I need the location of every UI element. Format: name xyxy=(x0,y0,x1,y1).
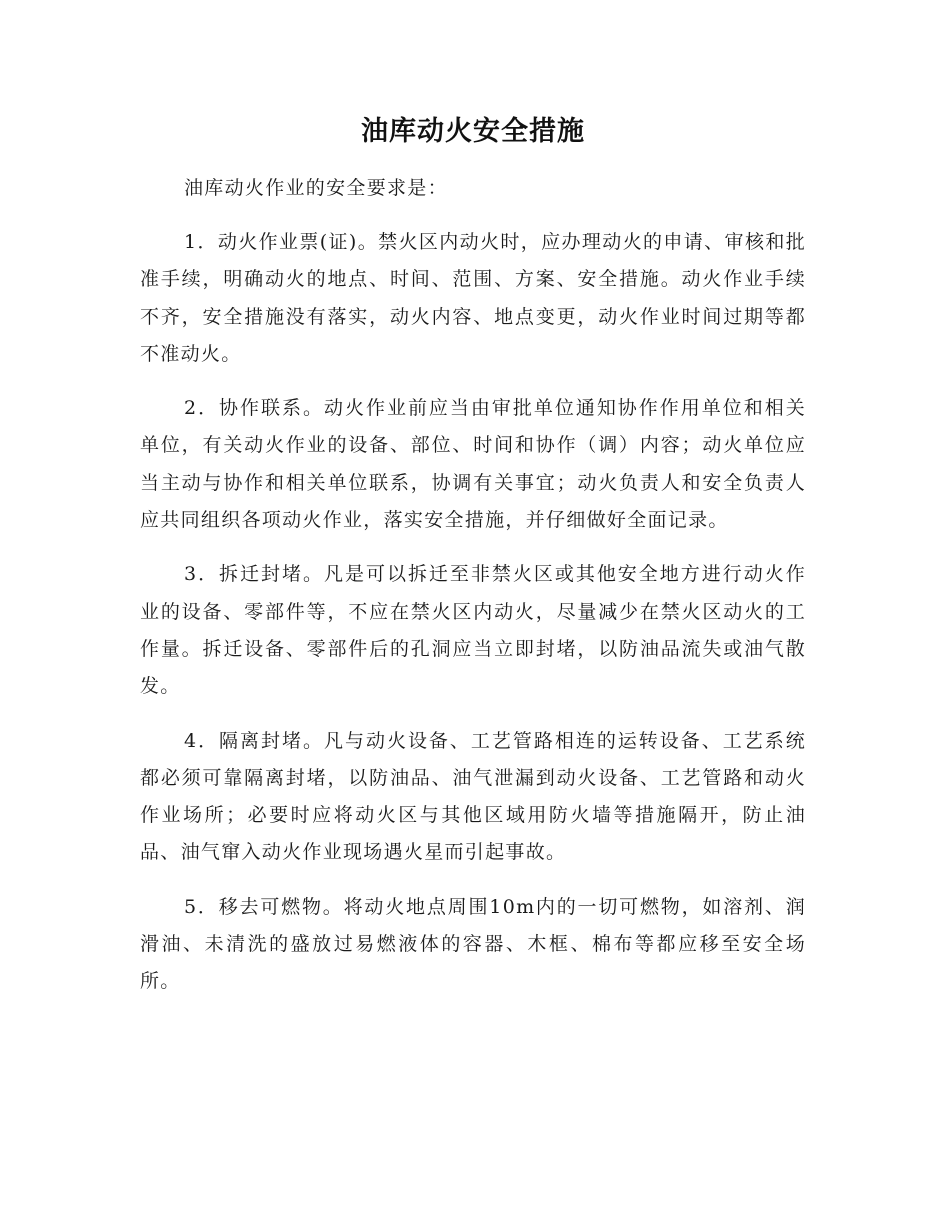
paragraph-2: 2．协作联系。动火作业前应当由审批单位通知协作作用单位和相关单位，有关动火作业的设备、部位、时间和协作（调）内容；动火单位应当主动与协作和相关单位联系，协调有关事宜；动火负责人和安全负责人应共同组织各项动火作业，落实安全措施，并仔细做好全面记录。 xyxy=(140,397,806,532)
paragraph-3: 3．拆迁封堵。凡是可以拆迁至非禁火区或其他安全地方进行动火作业的设备、零部件等，不应在禁火区内动火，尽量减少在禁火区动火的工作量。拆迁设备、零部件后的孔洞应当立即封堵，以防油品流失或油气散发。 xyxy=(140,563,806,698)
paragraph-5: 5．移去可燃物。将动火地点周围10m内的一切可燃物，如溶剂、润滑油、未清洗的盛放过易燃液体的容器、木框、棉布等都应移至安全场所。 xyxy=(140,895,806,993)
document-page xyxy=(140,108,806,1018)
document-title: 油库动火安全措施 xyxy=(361,116,585,147)
paragraph-4: 4．隔离封堵。凡与动火设备、工艺管路相连的运转设备、工艺系统都必须可靠隔离封堵，以防油品、油气泄漏到动火设备、工艺管路和动火作业场所；必要时应将动火区与其他区域用防火墙等措施隔开，防止油品、油气窜入动火作业现场遇火星而引起事故。 xyxy=(140,729,806,864)
paragraph-1: 1．动火作业票(证)。禁火区内动火时，应办理动火的申请、审核和批准手续，明确动火的地点、时间、范围、方案、安全措施。动火作业手续不齐，安全措施没有落实，动火内容、地点变更，动火作业时间过期等都不准动火。 xyxy=(140,231,806,365)
intro-paragraph: 油库动火作业的安全要求是： xyxy=(184,177,448,199)
